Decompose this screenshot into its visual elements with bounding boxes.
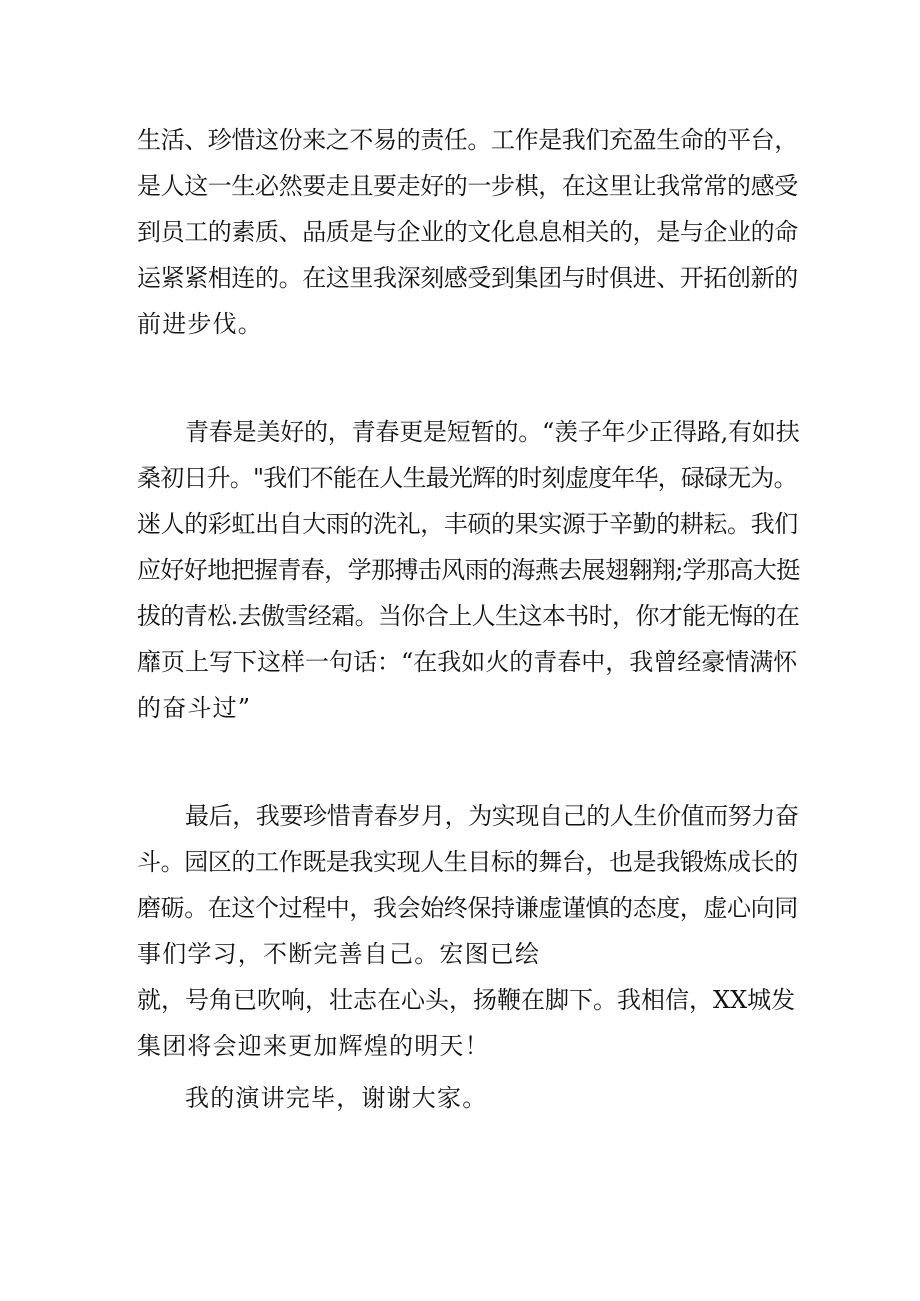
closing-line: 我的演讲完毕，谢谢大家。 [185,1084,488,1112]
paragraph-line: 运紧紧相连的。在这里我深刻感受到集团与时俱进、开拓创新的 [137,264,798,292]
paragraph-line: 拔的青松.去傲雪经霜。当你合上人生这本书时，你才能无悔的在 [137,602,800,630]
paragraph-line: 桑初日升。"我们不能在人生最光辉的时刻虚度年华，碌碌无为。 [137,464,797,492]
paragraph-line: 就，号角已吹响，壮志在心头，扬鞭在脚下。我相信，XX城发 [137,986,796,1014]
paragraph-line: 应好好地把握青春，学那搏击风雨的海燕去展翅翱翔;学那高大挺 [137,556,800,584]
paragraph-line: 最后，我要珍惜青春岁月，为实现自己的人生价值而努力奋 [185,802,799,830]
paragraph-line: 到员工的素质、品质是与企业的文化息息相关的，是与企业的命 [137,218,798,246]
paragraph-line: 前进步伐。 [137,310,263,338]
paragraph-line: 是人这一生必然要走且要走好的一步棋，在这里让我常常的感受 [137,172,798,200]
paragraph-line: 磨砺。在这个过程中，我会始终保持谦虚谨慎的态度，虚心向同 [137,894,798,922]
paragraph-line: 靡页上写下这样一句话：“在我如火的青春中，我曾经豪情满怀 [137,648,798,676]
paragraph-line: 的奋斗过” [137,694,252,722]
paragraph-line: 集团将会迎来更加辉煌的明天！ [137,1032,490,1060]
paragraph-line: 青春是美好的，青春更是短暂的。“羡子年少正得路,有如扶 [185,418,800,446]
paragraph-line: 生活、珍惜这份来之不易的责任。工作是我们充盈生命的平台， [137,126,798,154]
paragraph-line: 迷人的彩虹出自大雨的洗礼，丰硕的果实源于辛勤的耕耘。我们 [137,510,798,538]
paragraph-line: 事们学习，不断完善自己。宏图已绘 [137,940,541,968]
paragraph-line: 斗。园区的工作既是我实现人生目标的舞台，也是我锻炼成长的 [137,848,798,876]
